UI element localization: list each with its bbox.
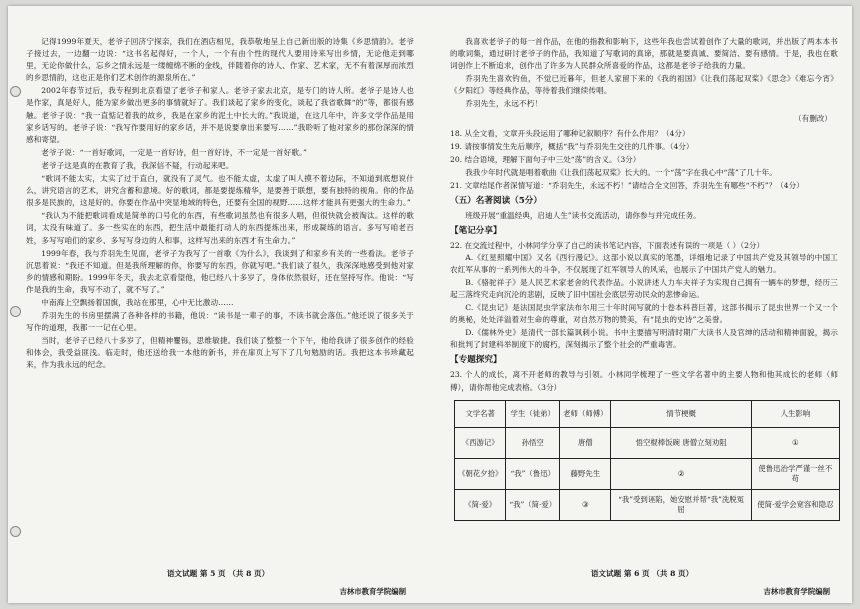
table-header: 学生（徒弟）	[506, 401, 560, 428]
reading-paragraph: “歌词不能太实，太实了过于直白，就没有了灵气。也不能太虚，太虚了叫人摸不着边际，不知道到底想说什么，讲究语言的艺术，讲究含蓄和意境。好的歌词，都是要提炼精华，是要善于联想，要有独特的视角。你的作品很多是民族的，这是好的。你要在作品中突显地域的特色，还要有全国的视野……这样才能具有更强大的生命力。”	[26, 174, 414, 208]
mentor-table	[454, 400, 840, 521]
exam-sheet	[8, 6, 852, 603]
table-cell: 《简·爱》	[455, 490, 506, 521]
reading-paragraph: 1999年春，我与乔羽先生见面，老爷子为我写了一首歌《为什么》，我谈到了和家乡有关的一些看法。老爷子沉思着说：“我还不知道。但是我所理解的你，你要写的东西，你就写吧。”我们谈了很久，我深深地感受到他对家乡的情感和期盼。1999年冬天，我去北京看望他，他已经八十多岁了，身体依然很好，还在坚持写作。他说：“写作是我的生命，我写不动了，就不写了。”	[26, 248, 414, 294]
question-21: 21. 文章结尾作者深情写道：“乔羽先生，永远不朽！”请结合全文回答，乔羽先生有哪些“不朽”？（4分）	[450, 180, 804, 190]
reading-paragraph: 乔羽先生的书房里摆满了各种各样的书籍，他说：“读书是一辈子的事，不读书就会落伍。”他还说了很多关于写作的道理，我都一一记在心里。	[26, 311, 414, 333]
table-cell: 使鲁迅治学严谨一丝不苟	[751, 459, 839, 490]
table-cell: ②	[611, 459, 751, 490]
table-row	[455, 490, 840, 521]
page-6-text-column	[450, 36, 838, 521]
reading-paragraph: 老爷子这是真的在教育了我，我深信不疑，行动起来吧。	[41, 160, 234, 170]
table-cell: 孙悟空	[506, 428, 560, 459]
page-footer: 语文试题 第 5 页 （共 8 页）	[166, 569, 270, 578]
table-row	[455, 428, 840, 459]
question-18: 18. 从全文看，文章开头段运用了哪种记叙顺序？有什么作用？（4分）	[450, 128, 690, 138]
reading-paragraph: 乔羽先生喜欢钓鱼，不觉已近暮年，但老人家留下来的《我的祖国》《让我们荡起双桨》《思念》《难忘今宵》《夕阳红》等经典作品，等待着我们继续传唱。	[450, 74, 838, 96]
page-5-text-column	[26, 36, 414, 373]
table-cell: 悟空棍棒饭碗 唐僧立刻劝阻	[611, 428, 751, 459]
table-cell: 藤野先生	[560, 459, 611, 490]
question-20: 20. 结合语境，理解下面句子中三处“荡”的含义。（3分）	[450, 154, 641, 164]
binding-hole	[10, 526, 21, 537]
option-d: D.《儒林外史》是清代一部长篇讽刺小说。书中主要描写明清时期广大读书人及官绅的活动和精神面貌，揭示和批判了封建科举制度下的腐朽，深刻揭示了整个社会的严重毒害。	[450, 328, 838, 350]
option-a: A.《红星照耀中国》又名《西行漫记》。这部小说以真实的笔墨，详细地记录了中国共产党及其领导的中国工农红军从事的一系列伟大的斗争，不仅展现了红军领导人的风采，也展示了中国共产党人的魅力。	[450, 252, 838, 274]
table-cell: “我”（简·爱）	[506, 490, 560, 521]
section-intro: 班级开展“重温经典，启迪人生”读书交流活动，请你参与并完成任务。	[465, 210, 701, 220]
notes-title: 【笔记分享】	[450, 225, 502, 236]
section-title: （五）名著阅读（5分）	[450, 195, 542, 206]
table-header: 老师（师傅）	[560, 401, 611, 428]
reading-paragraph: 老爷子说：“一首好歌词，一定是一首好诗，但一首好诗，不一定是一首好歌。”	[41, 147, 307, 157]
reading-paragraph: 2002年春节过后，我专程到北京看望了老爷子和家人。老爷子家去北京，是专门的诗人所。老爷子是诗人也是作家，真是好人，能为家乡做出更多的事情就好了。我们谈起了家乡的变化，谈起了我省歌舞“的”等，都很有感触。老爷子说：“我一直惦记着我的故乡，我是在家乡的泥土中长大的。”我说道，在这几年中，许多文学作品是用家乡话写的。老爷子说：“我写作要用好的家乡话，并不是说要拿出来要写……”我聆听了他对家乡的那份深深的情感和寄望。	[26, 86, 414, 144]
table-row	[455, 459, 840, 490]
option-b: B.《骆驼祥子》是人民艺术家老舍的代表作品。小说讲述人力车夫祥子为实现自己拥有一辆车的梦想，经历三起三落终究走向沉沦的悲剧，反映了旧中国社会底层劳动民众的悲惨命运。	[450, 277, 838, 299]
reading-paragraph: “我认为不能把歌词看成是简单的口号化的东西，有些歌词虽然也有很多人唱，但很快就会被淘汰。这样的歌词，太没有味道了。多一些实在的东西，把生活中最能打动人的东西提炼出来，形成凝练的语言。多写写咱老百姓，多写写咱们的家乡、多写写身边的人和事，这样写出来的东西才有生命力。”	[26, 211, 414, 245]
table-cell: ①	[751, 428, 839, 459]
table-cell: ③	[560, 490, 611, 521]
reading-paragraph: 记得1999年夏天，老爷子回济宁探亲，我们在酒店相见，我恭敬地呈上自己新出版的诗集《乡思情韵》。老爷子接过去，一边翻一边说：“这书名起得好，一个人，一个有由个性的现代人要用诗来写出乡情，无论他走到哪里，无论你做什么，忘乡之情永远是一缕缠绵不断的金线，伴随着你的诗人、作家、艺术家，无不有着深厚而浓烈的乡思情韵，这也正是你们艺术创作的源泉所在。”	[26, 37, 414, 83]
page-5	[8, 6, 428, 603]
table-header: 文学名著	[455, 401, 506, 428]
page-6	[432, 6, 852, 603]
table-header: 情节梗概	[611, 401, 751, 428]
explore-title: 【专题探究】	[450, 355, 502, 366]
table-header-row	[455, 401, 840, 428]
publisher-label: 吉林市教育学院编制	[339, 587, 406, 596]
page-footer: 语文试题 第 6 页 （共 8 页）	[590, 569, 694, 578]
source-note: （有删改）	[794, 113, 832, 123]
question-23: 23. 个人的成长，离不开老师的教导与引领。小林同学梳理了一些文学名著中的主要人物和他其成长的老师（师傅），请你帮他完成表格。（3分）	[450, 370, 838, 393]
option-c: C.《昆虫记》是法国昆虫学家法布尔用三十年时间写就的十卷本科普巨著，这部书揭示了昆虫世界一个又一个的奥秘，处处洋溢着对生命的尊重，对自然万物的赞美，有“昆虫的史诗”之美誉。	[450, 302, 838, 325]
table-cell: “我”（鲁迅）	[506, 459, 560, 490]
table-cell: 唐僧	[560, 428, 611, 459]
question-19: 19. 请按事情发生先后顺序，概括“我”与乔羽先生交往的几件事。（4分）	[450, 141, 694, 151]
table-header: 人生影响	[751, 401, 839, 428]
question-20-quote: 我我少年时代就是唱着歌曲《让我们荡起双桨》长大的。一个“荡”字在我心中“荡”了几十年。	[465, 167, 777, 177]
publisher-label: 吉林市教育学院编制	[763, 587, 830, 596]
reading-paragraph: 当时，老爷子已经八十多岁了，但精神矍铄，思维敏捷。我们谈了整整一个下午，他给我讲了很多创作的经验和体会，我受益匪浅。临走时，他还送给我一本他的新书，并在扉页上写下了几句勉励的话。我把这本书珍藏起来，作为我永远的纪念。	[26, 336, 414, 370]
binding-hole	[10, 86, 21, 97]
binding-hole	[10, 306, 21, 317]
reading-paragraph: 乔羽先生，永远不朽！	[465, 99, 543, 109]
table-cell: 《朝花夕拾》	[455, 459, 506, 490]
reading-paragraph: 中南海上空飘扬着国旗，我站在那里，心中无比激动……	[41, 297, 234, 307]
reading-paragraph: 我喜欢老爷子的每一首作品，在他的指教和影响下，这些年我也尝试着创作了大量的歌词，并出版了两本本书的歌词集，通过研讨老爷子的作品，我知道了写歌词的真谛，那就是要真诚、要简洁、要有感情。于是，我也在歌词创作上不断追求，创作出了许多为人民群众所喜爱的作品，这都是老爷子给我的力量。	[450, 37, 838, 71]
question-22: 22. 在交流过程中，小林同学分享了自己的读书笔记内容，下面表述有误的一项是（ ）（2分）	[450, 240, 765, 250]
table-cell: “我”受到诬陷，她安慰并帮“我”洗脱冤屈	[611, 490, 751, 521]
table-cell: 使简·爱学会宽容和隐忍	[751, 490, 839, 521]
table-cell: 《西游记》	[455, 428, 506, 459]
